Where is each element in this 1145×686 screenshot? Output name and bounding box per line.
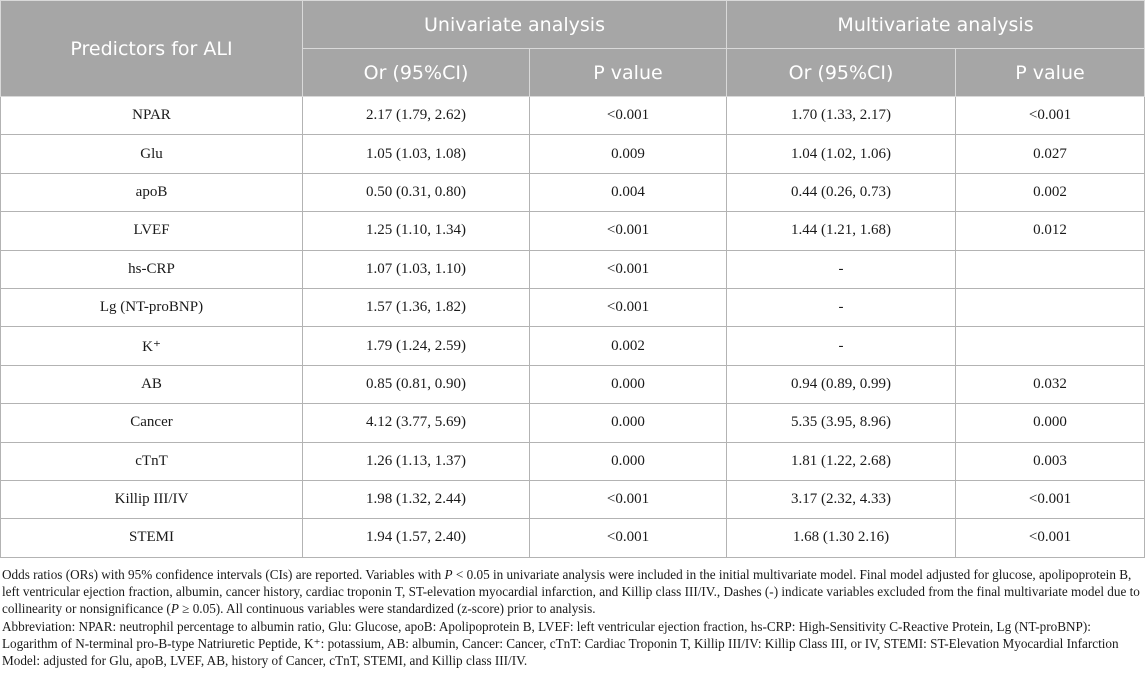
predictor-name: Cancer (1, 404, 303, 442)
uni-p: <0.001 (530, 212, 727, 250)
table-row (1, 327, 1145, 365)
uni-or: 1.57 (1.36, 1.82) (303, 288, 530, 326)
predictor-name: hs-CRP (1, 250, 303, 288)
uni-p: 0.004 (530, 173, 727, 211)
multi-p: 0.003 (956, 442, 1145, 480)
multi-p (956, 288, 1145, 326)
multi-p: <0.001 (956, 480, 1145, 518)
predictor-name: cTnT (1, 442, 303, 480)
multi-or: 1.70 (1.33, 2.17) (727, 97, 956, 135)
multi-p (956, 250, 1145, 288)
uni-p: <0.001 (530, 480, 727, 518)
uni-or: 1.94 (1.57, 2.40) (303, 519, 530, 557)
predictor-name: AB (1, 365, 303, 403)
predictor-name: NPAR (1, 97, 303, 135)
uni-p: 0.009 (530, 135, 727, 173)
table-row (1, 135, 1145, 173)
predictor-name: Killip III/IV (1, 480, 303, 518)
uni-p: 0.000 (530, 365, 727, 403)
uni-p: <0.001 (530, 288, 727, 326)
uni-or: 4.12 (3.77, 5.69) (303, 404, 530, 442)
table-row (1, 250, 1145, 288)
table-row (1, 288, 1145, 326)
multi-p: <0.001 (956, 519, 1145, 557)
multi-p: 0.027 (956, 135, 1145, 173)
uni-or: 0.50 (0.31, 0.80) (303, 173, 530, 211)
multi-or: 5.35 (3.95, 8.96) (727, 404, 956, 442)
multi-or: - (727, 288, 956, 326)
multi-p: <0.001 (956, 97, 1145, 135)
predictor-name: LVEF (1, 212, 303, 250)
predictor-name: Glu (1, 135, 303, 173)
table-row (1, 480, 1145, 518)
header-multi-p: P value (956, 49, 1145, 97)
footnote-abbreviations: Abbreviation: NPAR: neutrophil percentage to albumin ratio, Glu: Glucose, apoB: Apolipoprotein B, LVEF: left ventricular ejection fraction, hs-CRP: High-Sensitivity C-Reactive Protein, Lg (NT-proBNP): Logarithm of N-terminal pro-B-type Natriuretic Peptide, K⁺: potassium, AB: albumin, Cancer: Cancer, cTnT: Cardiac Troponin T, Killip III/IV: Killip Class III, or IV, STEMI: ST-Elevation Myocardial Infarction Model: adjusted for Glu, apoB, LVEF, AB, history of Cancer, cTnT, STEMI, and Killip class III/IV. (2, 618, 1119, 669)
header-multi-or: Or (95%CI) (727, 49, 956, 97)
predictor-name: K⁺ (1, 327, 303, 365)
table-row (1, 97, 1145, 135)
multi-or: 1.68 (1.30 2.16) (727, 519, 956, 557)
uni-or: 1.07 (1.03, 1.10) (303, 250, 530, 288)
multi-or: 0.44 (0.26, 0.73) (727, 173, 956, 211)
header-multivariate: Multivariate analysis (727, 1, 1145, 49)
multi-or: 1.44 (1.21, 1.68) (727, 212, 956, 250)
multi-or: 0.94 (0.89, 0.99) (727, 365, 956, 403)
uni-or: 1.79 (1.24, 2.59) (303, 327, 530, 365)
table-footnotes (2, 566, 1142, 669)
uni-p: 0.000 (530, 442, 727, 480)
multi-p: 0.002 (956, 173, 1145, 211)
table-row (1, 442, 1145, 480)
header-row-groups (1, 1, 1145, 49)
uni-p: <0.001 (530, 97, 727, 135)
table-row (1, 365, 1145, 403)
multi-p (956, 327, 1145, 365)
table-row (1, 519, 1145, 557)
header-uni-p: P value (530, 49, 727, 97)
predictor-name: apoB (1, 173, 303, 211)
multi-or: 1.81 (1.22, 2.68) (727, 442, 956, 480)
uni-p: <0.001 (530, 519, 727, 557)
footnote-methods: Odds ratios (ORs) with 95% confidence intervals (CIs) are reported. Variables with P < 0.05 in univariate analysis were included in the initial multivariate model. Final model adjusted for glucose, apolipoprotein B, left ventricular ejection fraction, albumin, cancer history, cardiac troponin T, ST-elevation myocardial infarction, and Killip class III/IV., Dashes (-) indicate variables excluded from the final multivariate model due to collinearity or nonsignificance (P ≥ 0.05). All continuous variables were standardized (z-score) prior to analysis. (2, 567, 1140, 617)
multi-or: - (727, 250, 956, 288)
header-predictor: Predictors for ALI (1, 1, 303, 97)
multi-or: - (727, 327, 956, 365)
uni-p: 0.002 (530, 327, 727, 365)
predictor-name: Lg (NT-proBNP) (1, 288, 303, 326)
header-univariate: Univariate analysis (303, 1, 727, 49)
table-row (1, 404, 1145, 442)
multi-p: 0.000 (956, 404, 1145, 442)
multi-or: 1.04 (1.02, 1.06) (727, 135, 956, 173)
uni-or: 0.85 (0.81, 0.90) (303, 365, 530, 403)
uni-p: 0.000 (530, 404, 727, 442)
uni-or: 2.17 (1.79, 2.62) (303, 97, 530, 135)
table-row (1, 212, 1145, 250)
uni-or: 1.25 (1.10, 1.34) (303, 212, 530, 250)
multi-p: 0.032 (956, 365, 1145, 403)
uni-or: 1.26 (1.13, 1.37) (303, 442, 530, 480)
uni-or: 1.98 (1.32, 2.44) (303, 480, 530, 518)
uni-p: <0.001 (530, 250, 727, 288)
predictor-name: STEMI (1, 519, 303, 557)
multi-or: 3.17 (2.32, 4.33) (727, 480, 956, 518)
header-uni-or: Or (95%CI) (303, 49, 530, 97)
multi-p: 0.012 (956, 212, 1145, 250)
table-row (1, 173, 1145, 211)
uni-or: 1.05 (1.03, 1.08) (303, 135, 530, 173)
